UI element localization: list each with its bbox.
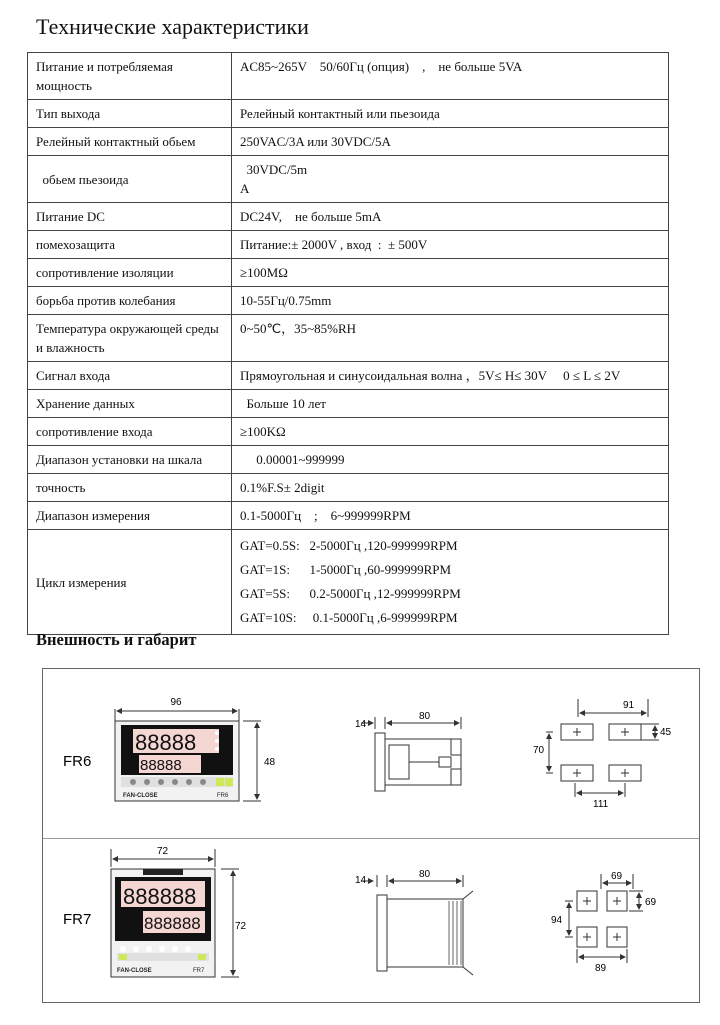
spec-value xyxy=(232,128,669,156)
section-title: Внешность и габарит xyxy=(36,630,197,649)
spec-value xyxy=(232,530,669,635)
spec-label-text: Питание DC xyxy=(36,209,105,224)
spec-label-text: Тип выхода xyxy=(36,106,101,121)
spec-value xyxy=(232,287,669,315)
spec-row xyxy=(28,53,669,100)
spec-value-line: ≥100MΩ xyxy=(240,265,288,280)
fr6-depth-body: 80 xyxy=(419,711,431,722)
fr6-side-view xyxy=(375,733,461,791)
fr7-cutout-pitch-y: 94 xyxy=(551,915,563,926)
spec-value-line: 0.1%F.S± 2digit xyxy=(240,480,325,495)
spec-label-text: Цикл измерения xyxy=(36,574,127,590)
spec-value-line: A xyxy=(240,181,250,196)
spec-value-line: ≥100KΩ xyxy=(240,424,286,439)
dimensions-drawing xyxy=(43,669,699,1002)
spec-label-text: сопротивление изоляции xyxy=(36,265,174,280)
fr6-cutout-pitch-x: 91 xyxy=(623,700,635,711)
spec-label xyxy=(28,315,232,362)
spec-value-line: Больше 10 лет xyxy=(240,396,326,411)
spec-value xyxy=(232,502,669,530)
spec-value xyxy=(232,446,669,474)
spec-row xyxy=(28,231,669,259)
spec-label xyxy=(28,418,232,446)
spec-label-text: Температура окружающей среды и влажность xyxy=(36,321,223,355)
fr7-panel-model: FR7 xyxy=(193,968,205,974)
spec-label-text: сопротивление входа xyxy=(36,424,153,439)
spec-row xyxy=(28,156,669,203)
spec-row xyxy=(28,502,669,530)
fr7-depth-front: 14 xyxy=(355,875,367,886)
spec-label xyxy=(28,446,232,474)
spec-value-line: GAT=1S: 1-5000Гц ,60-999999RPM xyxy=(240,562,452,577)
spec-value-line: GAT=0.5S: 2-5000Гц ,120-999999RPM xyxy=(240,538,458,553)
spec-value-line: AC85~265V 50/60Гц (опция) , не больше 5VA xyxy=(240,59,523,74)
page-title: Технические характеристики xyxy=(36,14,309,39)
fr6-brand: FAN-CLOSE xyxy=(123,793,158,799)
fr7-display-bottom: 888888 xyxy=(144,914,201,933)
spec-value-line: 0.1-5000Гц ; 6~999999RPM xyxy=(240,508,411,523)
spec-label xyxy=(28,530,232,635)
spec-label-text: Хранение данных xyxy=(36,396,135,411)
spec-label xyxy=(28,53,232,100)
spec-label-text: Релейный контактный обьем xyxy=(36,134,196,149)
spec-label-text: Питание и потребляемая мощность xyxy=(36,59,177,93)
fr7-side-view xyxy=(377,891,473,975)
fr7-height-dim: 72 xyxy=(235,921,247,932)
spec-value xyxy=(232,231,669,259)
fr6-cutout-view xyxy=(561,724,641,781)
spec-value-line: Питание:± 2000V , вход : ± 500V xyxy=(240,237,428,252)
fr6-display-bottom: 88888 xyxy=(140,757,182,774)
spec-label xyxy=(28,474,232,502)
spec-value-line: Прямоугольная и синусоидальная волна ，5V≤ H≤ 30V 0 ≤ L ≤ 2V xyxy=(240,368,621,383)
fr6-model-label: FR6 xyxy=(63,753,92,770)
spec-value-line: DC24V, не больше 5mA xyxy=(240,209,382,224)
spec-row xyxy=(28,100,669,128)
spec-value-line: GAT=5S: 0.2-5000Гц ,12-999999RPM xyxy=(240,586,461,601)
spec-value-line: 0.00001~999999 xyxy=(240,452,345,467)
spec-value xyxy=(232,418,669,446)
spec-label-text: Сигнал входа xyxy=(36,368,111,383)
spec-label xyxy=(28,287,232,315)
fr7-cutout-total-x: 89 xyxy=(595,963,607,974)
spec-label xyxy=(28,128,232,156)
spec-label xyxy=(28,390,232,418)
spec-value xyxy=(232,53,669,100)
spec-label xyxy=(28,203,232,231)
spec-label-text: обьем пьезоида xyxy=(36,171,129,187)
spec-label xyxy=(28,259,232,287)
fr6-display-top: 88888 xyxy=(135,730,197,755)
spec-label xyxy=(28,100,232,128)
spec-label-text: точность xyxy=(36,480,86,495)
spec-label-text: борьба против колебания xyxy=(36,293,176,308)
spec-row xyxy=(28,128,669,156)
fr6-cutout-total-x: 111 xyxy=(593,799,609,810)
fr6-panel-model: FR6 xyxy=(217,793,229,799)
spec-value xyxy=(232,203,669,231)
spec-value xyxy=(232,315,669,362)
spec-value xyxy=(232,362,669,390)
spec-row xyxy=(28,474,669,502)
spec-row xyxy=(28,390,669,418)
spec-row xyxy=(28,530,669,635)
spec-value-line: GAT=10S: 0.1-5000Гц ,6-999999RPM xyxy=(240,610,458,625)
spec-value xyxy=(232,259,669,287)
fr6-height-dim: 48 xyxy=(264,757,276,768)
fr7-width-dim: 72 xyxy=(157,846,169,857)
spec-label-text: Диапазон измерения xyxy=(36,508,150,523)
spec-value-line: Релейный контактный или пьезоида xyxy=(240,106,440,121)
fr6-cutout-h: 45 xyxy=(660,727,672,738)
spec-value-line: 10-55Гц/0.75mm xyxy=(240,293,332,308)
spec-value xyxy=(232,156,669,203)
fr6-depth-front: 14 xyxy=(355,719,367,730)
spec-label xyxy=(28,156,232,203)
fr7-depth-body: 80 xyxy=(419,869,431,880)
spec-label xyxy=(28,502,232,530)
spec-value-line: 30VDC/5m xyxy=(240,162,308,177)
spec-label-text: Диапазон установки на шкала xyxy=(36,452,203,467)
fr7-cutout-h: 69 xyxy=(645,897,657,908)
spec-value xyxy=(232,474,669,502)
spec-value xyxy=(232,390,669,418)
spec-row xyxy=(28,259,669,287)
fr7-device-face xyxy=(111,869,215,977)
spec-value-line: 0~50℃，35~85%RH xyxy=(240,321,357,336)
fr7-cutout-view xyxy=(577,891,627,947)
spec-row xyxy=(28,418,669,446)
spec-label-text: помехозащита xyxy=(36,237,116,252)
spec-row xyxy=(28,203,669,231)
figure-divider xyxy=(43,838,699,839)
spec-row xyxy=(28,362,669,390)
spec-row xyxy=(28,446,669,474)
fr7-display-top: 888888 xyxy=(123,884,197,909)
spec-table xyxy=(27,52,669,635)
spec-label xyxy=(28,362,232,390)
spec-value-line: 250VAC/3A или 30VDC/5A xyxy=(240,134,391,149)
spec-row xyxy=(28,315,669,362)
fr7-model-label: FR7 xyxy=(63,911,92,928)
fr6-cutout-pitch-y: 70 xyxy=(533,745,545,756)
spec-value xyxy=(232,100,669,128)
spec-row xyxy=(28,287,669,315)
fr7-cutout-pitch-x: 69 xyxy=(611,871,623,882)
dimensions-figure xyxy=(42,668,700,1003)
fr6-width-dim: 96 xyxy=(170,697,182,708)
fr7-brand: FAN-CLOSE xyxy=(117,968,152,974)
spec-label xyxy=(28,231,232,259)
fr6-device-face xyxy=(115,721,239,801)
